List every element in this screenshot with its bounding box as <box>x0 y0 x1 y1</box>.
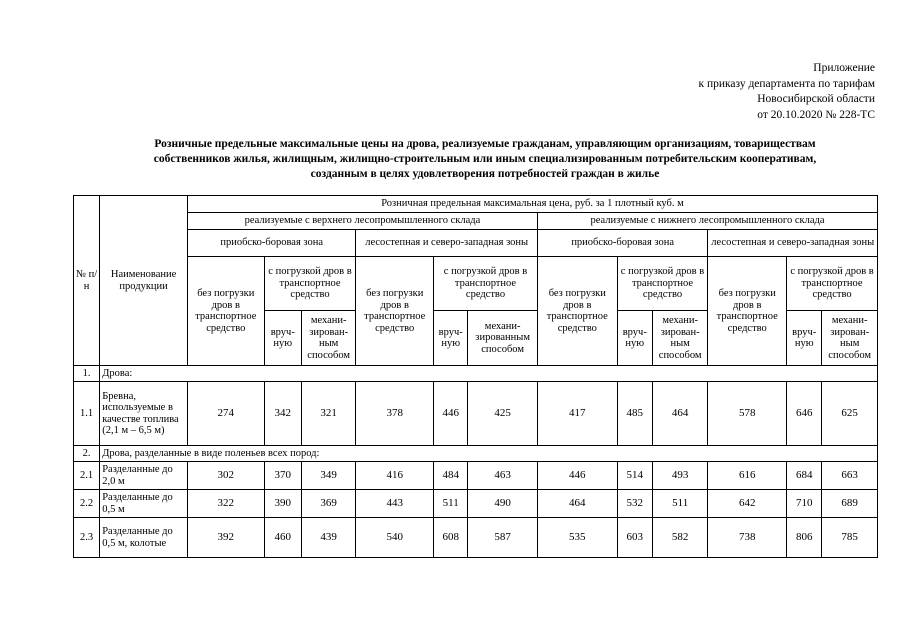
price-cell: 684 <box>787 462 822 490</box>
title-line: созданным в целях удовлетворения потребностей граждан в жилье <box>310 168 660 180</box>
header-with-loading: с погрузкой дров в транспортное средство <box>787 257 878 311</box>
price-cell: 490 <box>468 490 538 518</box>
price-cell: 603 <box>617 518 652 558</box>
price-cell: 463 <box>468 462 538 490</box>
price-cell: 321 <box>301 382 355 446</box>
price-cell: 608 <box>434 518 468 558</box>
price-cell: 322 <box>187 490 264 518</box>
header-mechanized: механи-зированным способом <box>468 311 538 366</box>
header-with-loading: с погрузкой дров в транспортное средство <box>264 257 356 311</box>
header-with-loading: с погрузкой дров в транспортное средство <box>434 257 538 311</box>
header-zone-ob-lower: приобско-боровая зона <box>537 230 707 257</box>
header-price-title: Розничная предельная максимальная цена, руб. за 1 плотный куб. м <box>187 196 877 213</box>
appendix-line: к приказу департамента по тарифам <box>698 77 875 90</box>
section-num: 1. <box>74 366 100 382</box>
header-manual: вруч-ную <box>617 311 652 366</box>
price-cell: 540 <box>356 518 434 558</box>
section-title: Дрова, разделанные в виде поленьев всех пород: <box>100 446 878 462</box>
price-cell: 785 <box>822 518 878 558</box>
price-cell: 663 <box>822 462 878 490</box>
price-cell: 439 <box>301 518 355 558</box>
table-row <box>74 462 878 490</box>
price-cell: 446 <box>434 382 468 446</box>
price-cell: 370 <box>264 462 301 490</box>
header-lower-warehouse: реализуемые с нижнего лесопромышленного склада <box>537 213 877 230</box>
price-cell: 274 <box>187 382 264 446</box>
price-cell: 511 <box>652 490 707 518</box>
title-line: собственников жилья, жилищным, жилищно-строительным или иным специализированным потребительским кооперативам, <box>153 153 817 165</box>
price-cell: 392 <box>187 518 264 558</box>
header-mechanized: механи-зирован-ным способом <box>652 311 707 366</box>
row-num: 1.1 <box>74 382 100 446</box>
price-cell: 443 <box>356 490 434 518</box>
header-mechanized: механи-зирован-ным способом <box>822 311 878 366</box>
price-cell: 342 <box>264 382 301 446</box>
row-name: Разделанные до 2,0 м <box>100 462 188 490</box>
row-num: 2.2 <box>74 490 100 518</box>
price-cell: 578 <box>708 382 787 446</box>
header-zone-ob-upper: приобско-боровая зона <box>187 230 355 257</box>
document-title <box>80 137 890 182</box>
table-row <box>74 490 878 518</box>
row-num: 2.1 <box>74 462 100 490</box>
header-num: № п/н <box>74 196 100 366</box>
section-row <box>74 446 878 462</box>
header-manual: вруч-ную <box>787 311 822 366</box>
appendix-line: от 20.10.2020 № 228-ТС <box>757 108 875 121</box>
header-with-loading: с погрузкой дров в транспортное средство <box>617 257 708 311</box>
header-no-loading: без погрузки дров в транспортное средство <box>708 257 787 366</box>
price-cell: 514 <box>617 462 652 490</box>
price-cell: 493 <box>652 462 707 490</box>
header-manual: вруч-ную <box>264 311 301 366</box>
price-cell: 646 <box>787 382 822 446</box>
price-cell: 446 <box>537 462 617 490</box>
price-cell: 416 <box>356 462 434 490</box>
price-cell: 625 <box>822 382 878 446</box>
title-line: Розничные предельные максимальные цены на дрова, реализуемые гражданам, управляющим организациям, товариществам <box>154 138 816 150</box>
row-name: Разделанные до 0,5 м <box>100 490 188 518</box>
section-row <box>74 366 878 382</box>
section-title: Дрова: <box>100 366 878 382</box>
appendix-block <box>698 61 875 123</box>
header-no-loading: без погрузки дров в транспортное средство <box>537 257 617 366</box>
price-cell: 511 <box>434 490 468 518</box>
price-cell: 642 <box>708 490 787 518</box>
section-num: 2. <box>74 446 100 462</box>
row-name: Бревна, используемые в качестве топлива (2,1 м – 6,5 м) <box>100 382 188 446</box>
price-cell: 302 <box>187 462 264 490</box>
header-zone-forest-upper: лесостепная и северо-западная зоны <box>356 230 538 257</box>
price-cell: 349 <box>301 462 355 490</box>
price-cell: 369 <box>301 490 355 518</box>
price-cell: 582 <box>652 518 707 558</box>
header-no-loading: без погрузки дров в транспортное средство <box>187 257 264 366</box>
price-cell: 616 <box>708 462 787 490</box>
header-product: Наименование продукции <box>100 196 188 366</box>
price-cell: 710 <box>787 490 822 518</box>
header-mechanized: механи-зирован-ным способом <box>301 311 355 366</box>
header-manual: вруч-ную <box>434 311 468 366</box>
price-cell: 464 <box>652 382 707 446</box>
row-num: 2.3 <box>74 518 100 558</box>
price-cell: 425 <box>468 382 538 446</box>
price-cell: 535 <box>537 518 617 558</box>
price-table <box>73 195 878 558</box>
price-cell: 806 <box>787 518 822 558</box>
price-cell: 417 <box>537 382 617 446</box>
header-upper-warehouse: реализуемые с верхнего лесопромышленного склада <box>187 213 537 230</box>
price-cell: 738 <box>708 518 787 558</box>
price-cell: 587 <box>468 518 538 558</box>
price-cell: 532 <box>617 490 652 518</box>
header-zone-forest-lower: лесостепная и северо-западная зоны <box>708 230 878 257</box>
table-row <box>74 382 878 446</box>
header-no-loading: без погрузки дров в транспортное средство <box>356 257 434 366</box>
appendix-line: Новосибирской области <box>757 93 875 105</box>
price-cell: 378 <box>356 382 434 446</box>
price-cell: 689 <box>822 490 878 518</box>
table-row <box>74 518 878 558</box>
price-cell: 464 <box>537 490 617 518</box>
price-cell: 460 <box>264 518 301 558</box>
price-cell: 484 <box>434 462 468 490</box>
appendix-line: Приложение <box>813 62 875 74</box>
price-cell: 390 <box>264 490 301 518</box>
price-cell: 485 <box>617 382 652 446</box>
row-name: Разделанные до 0,5 м, колотые <box>100 518 188 558</box>
